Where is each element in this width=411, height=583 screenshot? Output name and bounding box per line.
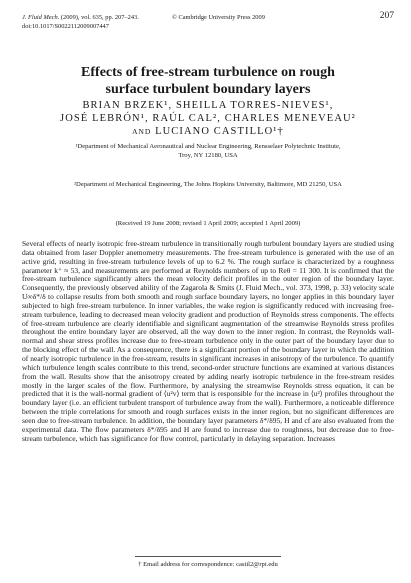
authors-last: LUCIANO CASTILLO¹† bbox=[155, 126, 284, 137]
copyright-notice: © Cambridge University Press 2009 bbox=[172, 14, 265, 21]
authors-line-1: BRIAN BRZEK¹, SHEILLA TORRES-NIEVES¹, bbox=[82, 100, 334, 111]
abstract bbox=[22, 240, 394, 549]
running-header bbox=[22, 13, 394, 41]
title-line-2: surface turbulent boundary layers bbox=[105, 82, 311, 97]
footnote-rule bbox=[135, 556, 281, 557]
page-number: 207 bbox=[379, 11, 394, 21]
affiliation-1 bbox=[22, 142, 394, 160]
journal-citation bbox=[22, 13, 139, 22]
abstract-text: Several effects of nearly isotropic free-stream turbulence in transitionally rough turbulent boundary layers are studied using data obtained from laser Doppler anemometry measurements. The free-stream turbulence is generated with the use of an active grid, resulting in free-stream turbulence levels of up to 6.2 %. The rough surface is characterized by a roughness parameter k⁺ ≈ 53, and measurements are performed at Reynolds numbers of up to Reθ = 11 300. It is confirmed that the free-stream turbulence significantly alters the mean velocity deficit profiles in the outer region of the boundary layer. Consequently, the previously observed ability of the Zagarola & Smits (J. Fluid Mech., vol. 373, 1998, p. 33) velocity scale U∞δ*/δ to collapse results from both smooth and rough surface boundary layers, no longer applies in this boundary layer subjected to high free-stream turbulence. In inner variables, the wake region is significantly reduced with increasing free-stream turbulence, leading to decreased mean velocity gradient and production of Reynolds stress components. The effects of free-stream turbulence are clearly identifiable and significant augmentation of the streamwise Reynolds stress profiles throughout the entire boundary layer are observed, all the way down to the inner region. In contrast, the Reynolds wall-normal and shear stress profiles increase due to free-stream turbulence only in the outer part of the boundary layer due to the blocking effect of the wall. As a consequence, there is a significant portion of the boundary layer in which the addition of nearly isotropic turbulence in the free-stream, results in significant increases in anisotropy of the turbulence. To quantify which turbulence length scales contribute to this trend, second-order structure functions are examined at various distances from the wall. Results show that the anisotropy created by adding nearly isotropic turbulence in the free-stream resides mostly in the larger scales of the flow. Furthermore, by analysing the streamwise Reynolds stress equation, it can be predicted that it is the wall-normal gradient of ⟨u²v⟩ term that is responsible for the increase in ⟨u²⟩ profiles throughout the boundary layer (i.e. an efficient turbulent transport of turbulence away from the wall). Furthermore, a noticeable difference between the triple correlations for smooth and rough surfaces exists in the inner region, but no significant differences are seen due to free-stream turbulence. In addition, the boundary layer parameters δ*/δ95, H and cf are also evaluated from the experimental data. The flow parameters δ*/δ95 and H are found to increase due to roughness, but decrease due to free-stream turbulence, which has significance for flow control, particularly in delaying separation. Increases bbox=[22, 240, 394, 443]
title-line-1: Effects of free-stream turbulence on rough bbox=[81, 65, 335, 80]
received-dates: (Received 19 June 2008; revised 1 April 2009; accepted 1 April 2009) bbox=[115, 220, 301, 227]
paper-title bbox=[22, 64, 394, 98]
journal-details: (2009), vol. 635, pp. 207–243. bbox=[60, 14, 139, 21]
affiliation-1-line-2: Troy, NY 12180, USA bbox=[178, 152, 238, 159]
author-list bbox=[22, 99, 394, 138]
affiliation-2: ²Department of Mechanical Engineering, The Johns Hopkins University, Baltimore, MD 21250, USA bbox=[74, 181, 342, 188]
correspondence-footnote: † Email address for correspondence: castil2@rpi.edu bbox=[138, 561, 278, 568]
authors-line-2: JOSÉ LEBRÓN¹, RAÚL CAL², CHARLES MENEVEAU² bbox=[60, 113, 356, 124]
authors-line-3 bbox=[22, 125, 394, 138]
doi: doi:10.1017/S0022112009007447 bbox=[22, 23, 109, 30]
journal-name: J. Fluid Mech. bbox=[22, 14, 60, 21]
affiliation-1-line-1: ¹Department of Mechanical Aeronautical and Nuclear Engineering, Rensselaer Polytechnic Institute, bbox=[75, 143, 341, 150]
authors-and: AND bbox=[132, 127, 152, 136]
